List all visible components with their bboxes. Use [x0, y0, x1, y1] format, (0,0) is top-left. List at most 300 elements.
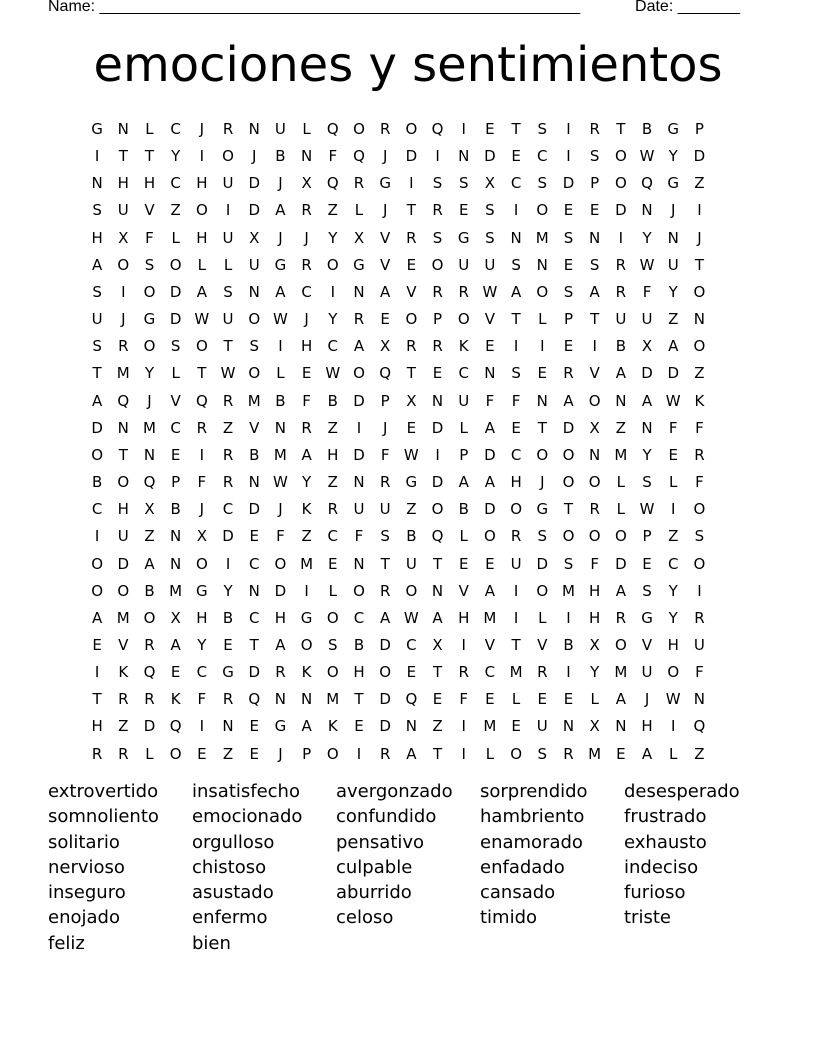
grid-cell[interactable]: I	[513, 337, 519, 356]
grid-cell[interactable]: N	[353, 554, 365, 573]
grid-cell[interactable]: T	[432, 554, 443, 573]
grid-cell[interactable]: Q	[248, 690, 261, 709]
grid-cell[interactable]: D	[353, 445, 365, 464]
grid-cell[interactable]: N	[248, 581, 260, 600]
grid-cell[interactable]: D	[615, 201, 627, 220]
grid-cell[interactable]: O	[405, 581, 418, 600]
grid-cell[interactable]: F	[328, 147, 338, 166]
grid-cell[interactable]: O	[195, 337, 208, 356]
grid-cell[interactable]: N	[431, 391, 444, 410]
grid-cell[interactable]: F	[197, 473, 207, 492]
grid-cell[interactable]: D	[169, 282, 182, 301]
grid-cell[interactable]: I	[435, 147, 440, 166]
grid-cell[interactable]: L	[459, 527, 468, 546]
grid-cell[interactable]: I	[225, 554, 231, 573]
grid-cell[interactable]: E	[170, 663, 181, 682]
grid-cell[interactable]: M	[142, 418, 156, 437]
grid-cell[interactable]: I	[225, 201, 231, 220]
grid-cell[interactable]: Y	[590, 663, 600, 682]
grid-cell[interactable]: G	[196, 581, 208, 600]
grid-cell[interactable]: Z	[301, 527, 312, 546]
grid-cell[interactable]: E	[458, 201, 469, 220]
grid-cell[interactable]: S	[589, 147, 600, 166]
grid-cell[interactable]: A	[615, 581, 626, 600]
grid-cell[interactable]: C	[248, 554, 260, 573]
grid-cell[interactable]: O	[614, 635, 627, 654]
grid-cell[interactable]: T	[563, 500, 574, 519]
grid-cell[interactable]: S	[92, 282, 102, 301]
grid-cell[interactable]: D	[222, 527, 234, 546]
grid-cell[interactable]: L	[145, 120, 154, 138]
grid-cell[interactable]: C	[170, 174, 181, 193]
grid-cell[interactable]: Y	[668, 282, 678, 301]
grid-cell[interactable]: R	[379, 581, 391, 600]
grid-cell[interactable]: O	[143, 608, 156, 627]
grid-cell[interactable]: K	[694, 391, 705, 410]
grid-cell[interactable]: V	[380, 255, 391, 274]
grid-cell[interactable]: X	[380, 337, 391, 356]
grid-cell[interactable]: O	[562, 473, 575, 492]
grid-cell[interactable]: O	[117, 255, 130, 274]
grid-cell[interactable]: I	[513, 608, 519, 627]
grid-cell[interactable]: M	[509, 663, 523, 682]
grid-cell[interactable]: U	[484, 255, 496, 274]
grid-cell[interactable]: P	[459, 445, 469, 464]
grid-cell[interactable]: O	[300, 635, 313, 654]
grid-cell[interactable]: F	[459, 690, 469, 709]
grid-cell[interactable]: Q	[143, 663, 156, 682]
grid-cell[interactable]: V	[118, 635, 129, 654]
grid-cell[interactable]: J	[304, 228, 309, 247]
grid-cell[interactable]: G	[379, 174, 391, 193]
grid-cell[interactable]: O	[169, 744, 182, 763]
grid-cell[interactable]: Z	[668, 527, 679, 546]
grid-cell[interactable]: I	[356, 744, 362, 763]
grid-cell[interactable]: C	[222, 500, 234, 519]
grid-cell[interactable]: R	[144, 635, 155, 654]
grid-cell[interactable]: T	[118, 147, 128, 166]
grid-cell[interactable]: O	[379, 663, 392, 682]
grid-cell[interactable]: C	[170, 418, 181, 437]
grid-cell[interactable]: R	[615, 282, 627, 301]
grid-cell[interactable]: R	[118, 690, 129, 709]
grid-cell[interactable]: I	[94, 663, 100, 682]
grid-cell[interactable]: W	[403, 445, 419, 464]
grid-cell[interactable]: D	[248, 500, 260, 519]
grid-cell[interactable]: V	[249, 418, 260, 437]
grid-cell[interactable]: V	[641, 635, 653, 654]
grid-cell[interactable]: J	[199, 120, 205, 138]
grid-cell[interactable]: P	[563, 310, 573, 329]
grid-cell[interactable]: X	[144, 500, 155, 519]
grid-cell[interactable]: L	[354, 201, 364, 220]
grid-cell[interactable]: Z	[222, 744, 234, 763]
grid-cell[interactable]: M	[300, 554, 314, 573]
grid-cell[interactable]: N	[143, 445, 156, 464]
grid-cell[interactable]: A	[432, 608, 443, 627]
grid-cell[interactable]: E	[92, 635, 102, 654]
grid-cell[interactable]: O	[405, 120, 418, 138]
grid-cell[interactable]: N	[589, 228, 601, 247]
grid-cell[interactable]: F	[590, 554, 599, 573]
grid-cell[interactable]: F	[695, 418, 704, 437]
grid-cell[interactable]: A	[406, 744, 417, 763]
grid-cell[interactable]: S	[223, 282, 233, 301]
grid-cell[interactable]: G	[143, 310, 156, 329]
grid-cell[interactable]: I	[566, 608, 571, 627]
grid-cell[interactable]: O	[195, 201, 208, 220]
grid-cell[interactable]: E	[249, 717, 259, 736]
grid-cell[interactable]: O	[91, 445, 103, 464]
grid-cell[interactable]: B	[275, 147, 286, 166]
grid-cell[interactable]: E	[458, 554, 469, 573]
grid-cell[interactable]: S	[170, 337, 181, 356]
grid-cell[interactable]: I	[199, 717, 205, 736]
grid-cell[interactable]: B	[327, 391, 338, 410]
grid-cell[interactable]: E	[432, 364, 443, 383]
grid-cell[interactable]: A	[301, 445, 312, 464]
grid-cell[interactable]: Y	[668, 608, 678, 627]
grid-cell[interactable]: T	[223, 337, 233, 356]
grid-cell[interactable]: O	[510, 744, 522, 763]
grid-cell[interactable]: L	[538, 310, 547, 329]
grid-cell[interactable]: U	[693, 635, 705, 654]
grid-cell[interactable]: S	[432, 174, 443, 193]
grid-cell[interactable]: D	[117, 554, 130, 573]
grid-cell[interactable]: Z	[406, 500, 417, 519]
grid-cell[interactable]: A	[144, 554, 155, 573]
grid-cell[interactable]: S	[485, 201, 495, 220]
grid-cell[interactable]: J	[278, 744, 283, 763]
grid-cell[interactable]: L	[197, 255, 207, 274]
grid-cell[interactable]: S	[537, 744, 548, 763]
grid-cell[interactable]: R	[301, 255, 312, 274]
grid-cell[interactable]: H	[641, 717, 653, 736]
grid-cell[interactable]: U	[405, 554, 417, 573]
grid-cell[interactable]: N	[117, 120, 129, 138]
grid-cell[interactable]: D	[562, 418, 575, 437]
grid-cell[interactable]: H	[117, 174, 129, 193]
grid-cell[interactable]: G	[274, 255, 287, 274]
grid-cell[interactable]: S	[485, 228, 495, 247]
grid-cell[interactable]: J	[199, 500, 205, 519]
grid-cell[interactable]: D	[484, 445, 496, 464]
grid-cell[interactable]: I	[435, 445, 440, 464]
grid-cell[interactable]: O	[536, 581, 549, 600]
grid-cell[interactable]: D	[431, 418, 444, 437]
grid-cell[interactable]: I	[566, 147, 571, 166]
grid-cell[interactable]: M	[614, 445, 628, 464]
grid-cell[interactable]: H	[589, 581, 601, 600]
grid-cell[interactable]: O	[353, 581, 365, 600]
grid-cell[interactable]: D	[536, 554, 549, 573]
grid-cell[interactable]: X	[589, 418, 600, 437]
grid-cell[interactable]: K	[170, 690, 181, 709]
grid-cell[interactable]: F	[485, 391, 495, 410]
grid-cell[interactable]: B	[615, 337, 626, 356]
grid-cell[interactable]: T	[432, 663, 443, 682]
grid-cell[interactable]: A	[275, 201, 286, 220]
grid-cell[interactable]: W	[325, 364, 341, 383]
grid-cell[interactable]: W	[665, 690, 681, 709]
grid-cell[interactable]: Y	[223, 581, 233, 600]
grid-cell[interactable]: N	[641, 201, 653, 220]
grid-cell[interactable]: R	[301, 201, 312, 220]
grid-cell[interactable]: C	[170, 120, 181, 138]
grid-cell[interactable]: T	[616, 120, 626, 138]
grid-cell[interactable]: A	[484, 581, 496, 600]
grid-cell[interactable]: U	[458, 391, 470, 410]
grid-cell[interactable]: S	[144, 255, 155, 274]
grid-cell[interactable]: V	[537, 635, 548, 654]
grid-cell[interactable]: U	[91, 310, 103, 329]
grid-cell[interactable]: E	[511, 147, 521, 166]
grid-cell[interactable]: M	[116, 608, 130, 627]
grid-cell[interactable]: T	[694, 255, 704, 274]
grid-cell[interactable]: R	[510, 527, 522, 546]
grid-cell[interactable]: W	[665, 391, 681, 410]
grid-cell[interactable]: Y	[642, 228, 652, 247]
grid-cell[interactable]: H	[353, 663, 365, 682]
grid-cell[interactable]: Q	[431, 527, 444, 546]
grid-cell[interactable]: L	[511, 690, 521, 709]
grid-cell[interactable]: T	[432, 744, 443, 763]
grid-cell[interactable]: Q	[326, 174, 339, 193]
grid-cell[interactable]: S	[249, 337, 259, 356]
grid-cell[interactable]: B	[406, 527, 417, 546]
grid-cell[interactable]: N	[510, 228, 522, 247]
grid-cell[interactable]: D	[405, 147, 418, 166]
grid-cell[interactable]: M	[247, 391, 261, 410]
grid-cell[interactable]: E	[537, 690, 548, 709]
grid-cell[interactable]: R	[379, 120, 391, 138]
grid-cell[interactable]: G	[457, 228, 470, 247]
grid-cell[interactable]: D	[693, 147, 706, 166]
grid-cell[interactable]: E	[301, 364, 312, 383]
grid-cell[interactable]: E	[328, 554, 338, 573]
grid-cell[interactable]: O	[117, 473, 130, 492]
grid-cell[interactable]: Z	[118, 717, 129, 736]
grid-cell[interactable]: O	[326, 255, 339, 274]
grid-cell[interactable]: B	[275, 391, 286, 410]
grid-cell[interactable]: B	[353, 635, 365, 654]
grid-cell[interactable]: M	[535, 228, 549, 247]
grid-cell[interactable]: F	[197, 690, 207, 709]
grid-cell[interactable]: L	[590, 690, 599, 709]
grid-cell[interactable]: O	[169, 255, 182, 274]
grid-cell[interactable]: U	[510, 554, 522, 573]
grid-cell[interactable]: M	[561, 581, 575, 600]
grid-cell[interactable]: A	[91, 391, 103, 410]
grid-cell[interactable]: U	[458, 255, 470, 274]
grid-cell[interactable]: Z	[694, 364, 705, 383]
grid-cell[interactable]: E	[511, 717, 521, 736]
grid-cell[interactable]: T	[406, 364, 416, 383]
grid-cell[interactable]: O	[588, 527, 601, 546]
grid-cell[interactable]: L	[669, 473, 678, 492]
grid-cell[interactable]: U	[641, 663, 653, 682]
grid-cell[interactable]: I	[618, 228, 624, 247]
grid-cell[interactable]: I	[513, 581, 519, 600]
grid-cell[interactable]: E	[668, 445, 678, 464]
grid-cell[interactable]: L	[171, 364, 180, 383]
grid-cell[interactable]: T	[511, 120, 521, 138]
grid-cell[interactable]: C	[91, 500, 103, 519]
grid-cell[interactable]: O	[431, 500, 444, 519]
grid-cell[interactable]: H	[91, 717, 103, 736]
grid-cell[interactable]: B	[91, 473, 103, 492]
grid-cell[interactable]: S	[563, 228, 574, 247]
grid-cell[interactable]: D	[248, 663, 260, 682]
grid-cell[interactable]: E	[432, 690, 443, 709]
grid-cell[interactable]: U	[615, 310, 627, 329]
grid-cell[interactable]: D	[353, 391, 365, 410]
grid-cell[interactable]: N	[300, 147, 313, 166]
grid-cell[interactable]: D	[379, 635, 391, 654]
grid-cell[interactable]: I	[566, 663, 571, 682]
grid-cell[interactable]: C	[406, 635, 417, 654]
grid-cell[interactable]: F	[380, 445, 390, 464]
grid-cell[interactable]: W	[272, 473, 288, 492]
grid-cell[interactable]: S	[92, 337, 102, 356]
grid-cell[interactable]: R	[615, 608, 627, 627]
grid-cell[interactable]: T	[144, 147, 155, 166]
grid-cell[interactable]: D	[431, 473, 444, 492]
grid-cell[interactable]: R	[379, 473, 391, 492]
grid-cell[interactable]: D	[562, 174, 575, 193]
grid-cell[interactable]: R	[589, 500, 600, 519]
grid-cell[interactable]: X	[406, 391, 417, 410]
grid-cell[interactable]: J	[382, 418, 388, 437]
grid-cell[interactable]: A	[589, 282, 600, 301]
grid-cell[interactable]: O	[117, 581, 130, 600]
grid-cell[interactable]: V	[144, 201, 155, 220]
grid-cell[interactable]: I	[461, 744, 466, 763]
grid-cell[interactable]: H	[91, 228, 103, 247]
grid-cell[interactable]: I	[94, 527, 100, 546]
grid-cell[interactable]: A	[510, 282, 522, 301]
grid-cell[interactable]: G	[274, 717, 287, 736]
grid-cell[interactable]: O	[562, 527, 575, 546]
grid-cell[interactable]: C	[327, 527, 339, 546]
grid-cell[interactable]: A	[91, 608, 103, 627]
grid-cell[interactable]: E	[563, 201, 574, 220]
grid-cell[interactable]: N	[615, 717, 627, 736]
grid-cell[interactable]: N	[562, 717, 575, 736]
grid-cell[interactable]: Y	[197, 635, 207, 654]
grid-cell[interactable]: H	[458, 608, 470, 627]
grid-cell[interactable]: V	[484, 635, 496, 654]
grid-cell[interactable]: A	[641, 744, 653, 763]
grid-cell[interactable]: Z	[327, 418, 338, 437]
grid-cell[interactable]: I	[461, 635, 466, 654]
grid-cell[interactable]: T	[406, 201, 416, 220]
grid-cell[interactable]: F	[511, 391, 521, 410]
grid-cell[interactable]: I	[278, 337, 283, 356]
grid-cell[interactable]: U	[536, 717, 548, 736]
grid-cell[interactable]: L	[459, 418, 468, 437]
grid-cell[interactable]: Q	[195, 391, 208, 410]
grid-cell[interactable]: S	[642, 473, 652, 492]
grid-cell[interactable]: F	[695, 663, 704, 682]
grid-cell[interactable]: U	[353, 500, 365, 519]
grid-cell[interactable]: Y	[328, 228, 338, 247]
grid-cell[interactable]: R	[563, 364, 574, 383]
grid-cell[interactable]: N	[589, 445, 601, 464]
grid-cell[interactable]: N	[353, 473, 365, 492]
grid-cell[interactable]: Y	[668, 581, 678, 600]
grid-cell[interactable]: R	[327, 500, 338, 519]
grid-cell[interactable]: V	[406, 282, 417, 301]
grid-cell[interactable]: I	[94, 147, 100, 166]
grid-cell[interactable]: D	[274, 581, 287, 600]
grid-cell[interactable]: I	[461, 120, 466, 138]
grid-cell[interactable]: G	[536, 500, 549, 519]
grid-cell[interactable]: A	[563, 391, 574, 410]
grid-cell[interactable]: N	[300, 690, 313, 709]
grid-cell[interactable]: O	[510, 500, 522, 519]
grid-cell[interactable]: Q	[431, 120, 444, 138]
grid-cell[interactable]: C	[510, 445, 522, 464]
grid-cell[interactable]: R	[275, 663, 286, 682]
grid-cell[interactable]: R	[353, 310, 365, 329]
grid-cell[interactable]: Q	[353, 147, 365, 166]
grid-cell[interactable]: A	[353, 337, 365, 356]
grid-cell[interactable]: V	[589, 364, 600, 383]
grid-cell[interactable]: X	[170, 608, 181, 627]
grid-cell[interactable]: M	[326, 690, 340, 709]
grid-cell[interactable]: P	[433, 310, 443, 329]
grid-cell[interactable]: E	[406, 663, 417, 682]
grid-cell[interactable]: A	[615, 690, 626, 709]
grid-cell[interactable]: L	[616, 500, 626, 519]
grid-cell[interactable]: O	[91, 581, 103, 600]
grid-cell[interactable]: B	[249, 445, 260, 464]
grid-cell[interactable]: O	[536, 201, 549, 220]
grid-cell[interactable]: I	[513, 201, 519, 220]
grid-cell[interactable]: O	[248, 310, 261, 329]
grid-cell[interactable]: I	[566, 120, 571, 138]
grid-cell[interactable]: J	[147, 391, 152, 410]
grid-cell[interactable]: X	[353, 228, 365, 247]
grid-cell[interactable]: K	[458, 337, 469, 356]
grid-cell[interactable]: V	[170, 391, 181, 410]
grid-cell[interactable]: V	[484, 310, 496, 329]
grid-cell[interactable]: Z	[668, 310, 679, 329]
grid-cell[interactable]: S	[511, 364, 521, 383]
grid-cell[interactable]: R	[458, 663, 469, 682]
grid-cell[interactable]: N	[458, 147, 470, 166]
grid-cell[interactable]: O	[353, 364, 365, 383]
grid-cell[interactable]: N	[431, 581, 444, 600]
grid-cell[interactable]: W	[403, 608, 419, 627]
grid-cell[interactable]: A	[91, 255, 103, 274]
grid-cell[interactable]: C	[667, 554, 679, 573]
grid-cell[interactable]: O	[431, 255, 444, 274]
grid-cell[interactable]: R	[301, 418, 312, 437]
grid-cell[interactable]: E	[511, 418, 521, 437]
grid-cell[interactable]: O	[353, 120, 365, 138]
grid-cell[interactable]: W	[639, 500, 655, 519]
grid-cell[interactable]: W	[639, 147, 655, 166]
grid-cell[interactable]: Z	[615, 418, 626, 437]
grid-cell[interactable]: N	[536, 391, 548, 410]
grid-cell[interactable]: D	[641, 364, 653, 383]
grid-cell[interactable]: X	[118, 228, 129, 247]
grid-cell[interactable]: R	[537, 663, 548, 682]
grid-cell[interactable]: D	[91, 418, 103, 437]
grid-cell[interactable]: R	[196, 418, 208, 437]
